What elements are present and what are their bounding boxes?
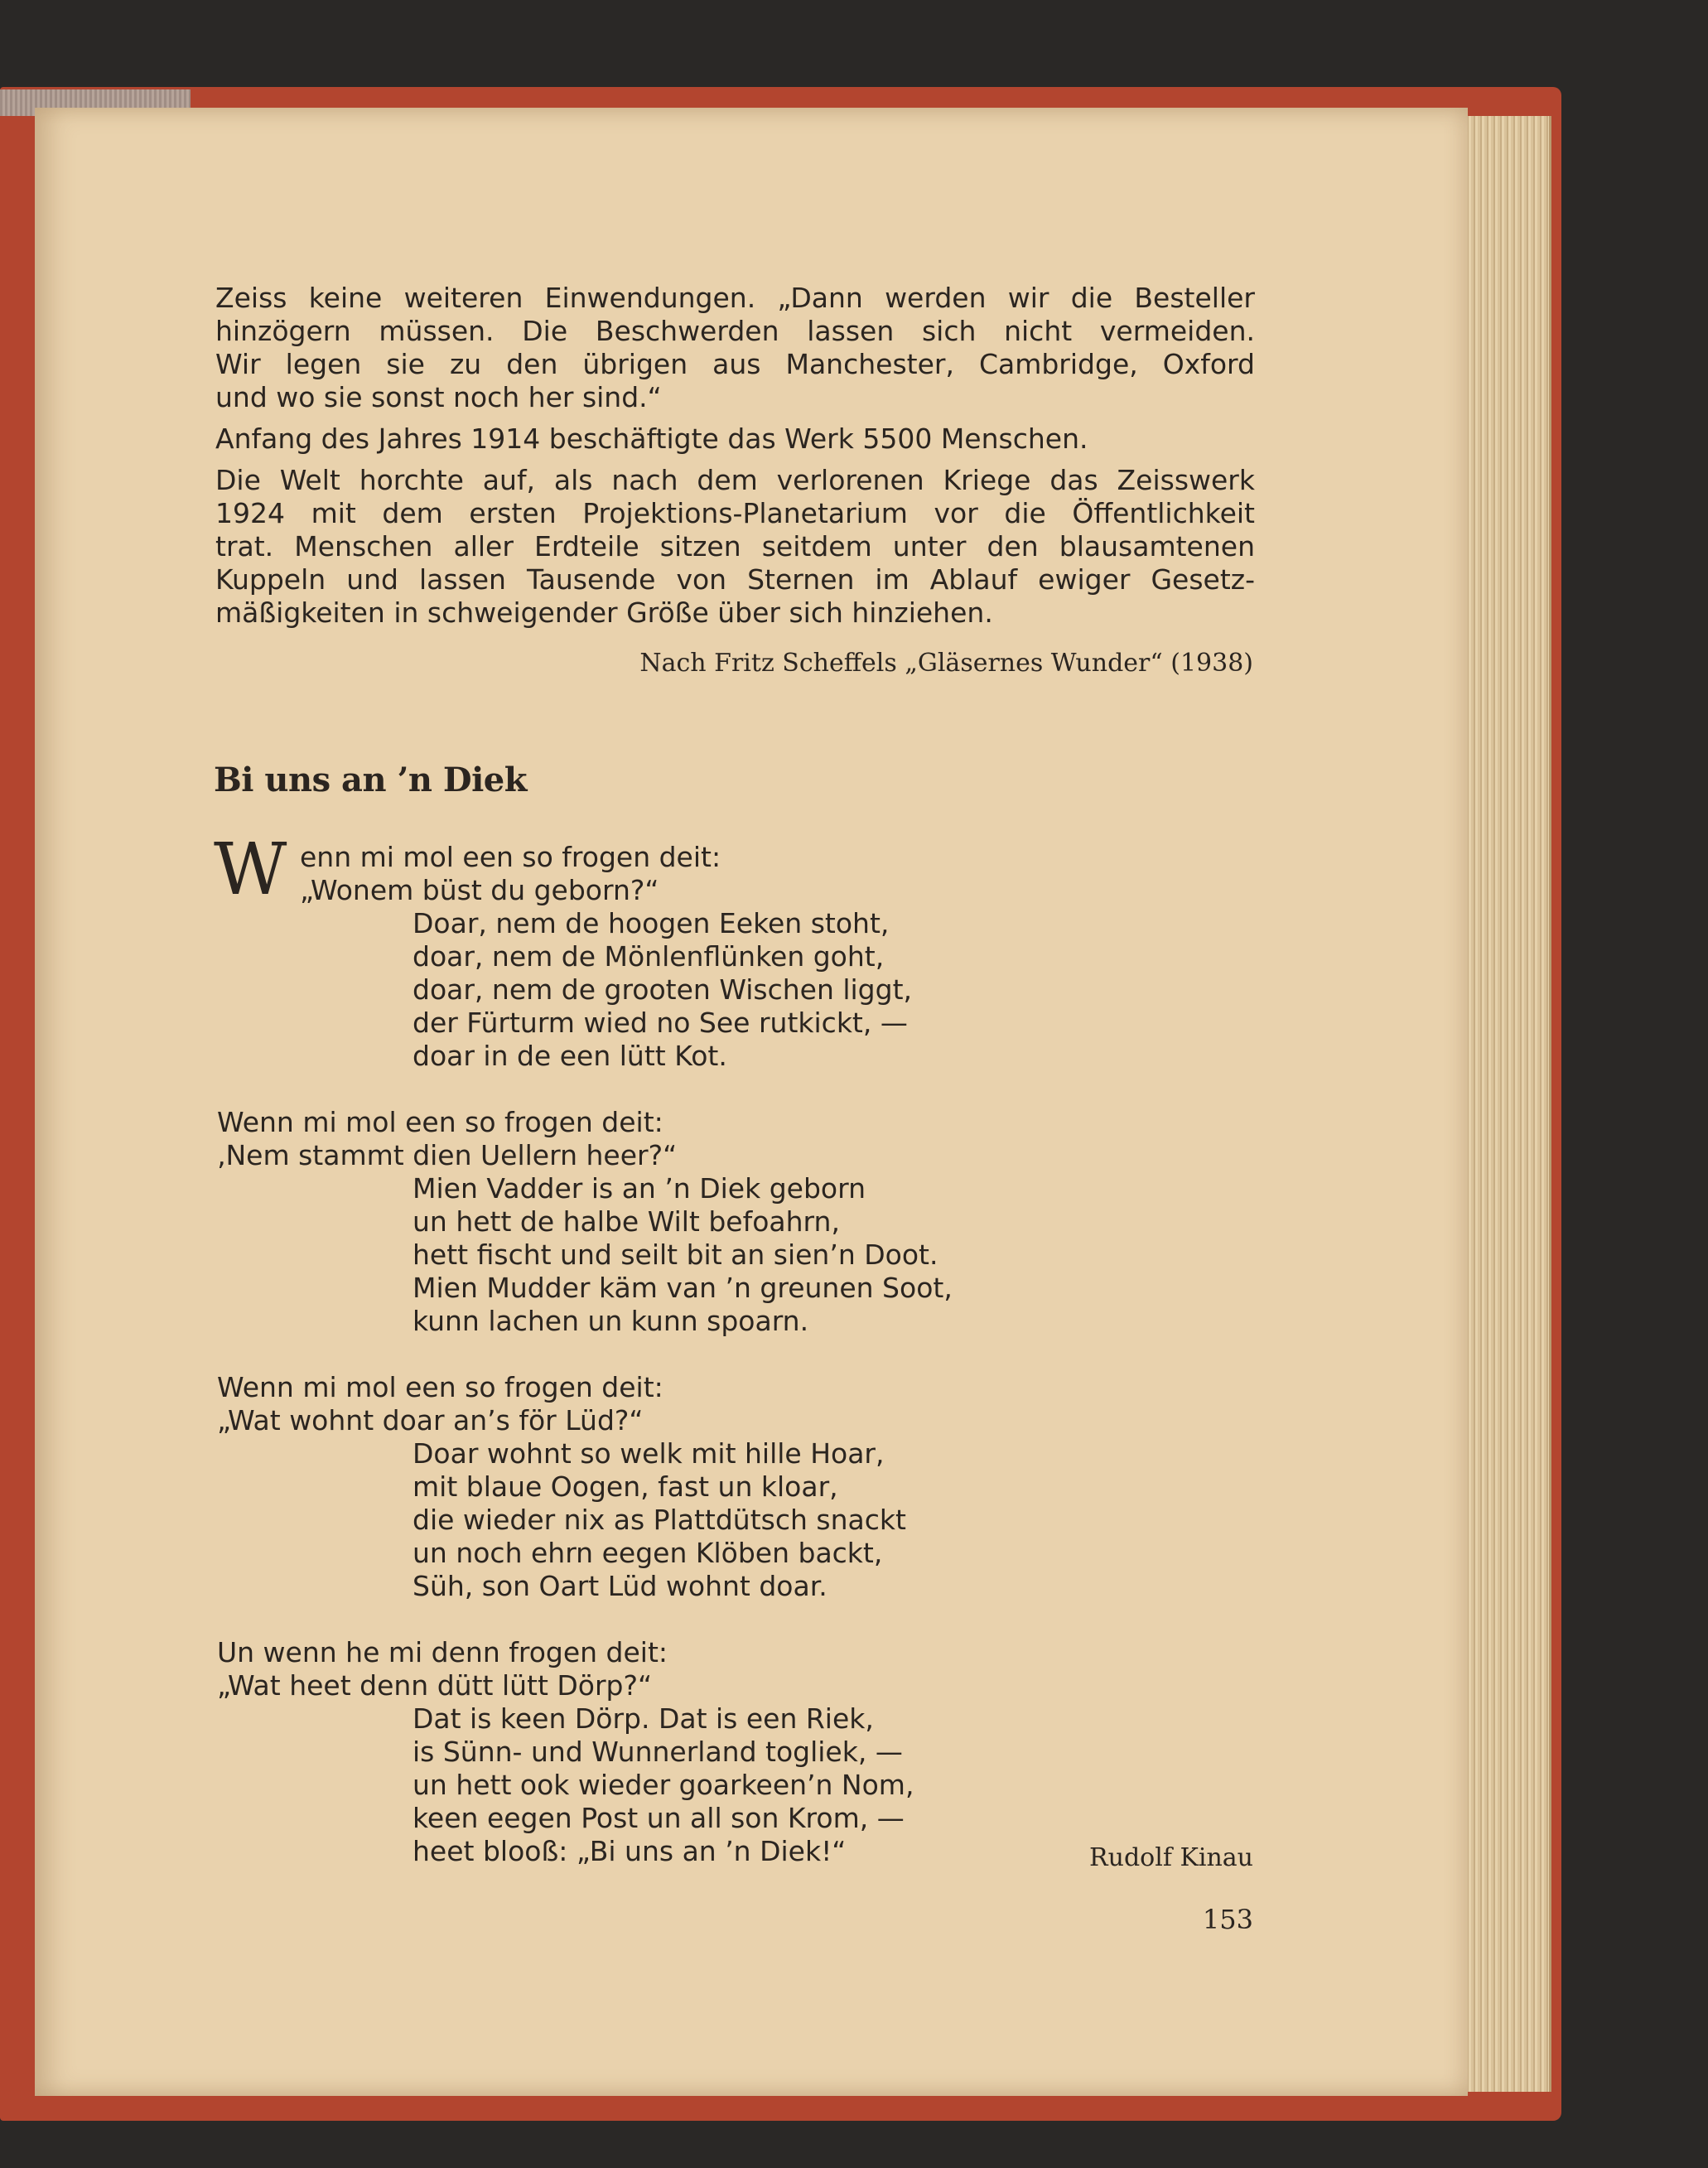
prose-line: 1924 mit dem ersten Projektions-Planetarium vor die Öffentlichkeit [215,497,1255,529]
poem-line: mit blaue Oogen, fast un kloar, [413,1470,838,1503]
poem-line: die wieder nix as Plattdütsch snackt [413,1504,906,1536]
prose-paragraph [215,422,1255,456]
prose-line: Kuppeln und lassen Tausende von Sternen im Ablauf ewiger Gesetz- [215,563,1255,596]
poem-line: Doar wohnt so welk mit hille Hoar, [413,1437,885,1470]
prose-paragraph [215,464,1255,630]
poem-line: un hett de halbe Wilt befoahrn, [413,1205,840,1238]
poem-line: enn mi mol een so frogen deit: [300,841,721,873]
poem-line: Wenn mi mol een so frogen deit: [217,1106,663,1138]
prose-line: hinzögern müssen. Die Beschwerden lassen sich nicht vermeiden. [215,315,1255,347]
prose-line: trat. Menschen aller Erdteile sitzen seitdem unter den blausamtenen [215,530,1255,563]
poem-line: „Wonem büst du geborn?“ [300,874,659,906]
page-edges [1458,116,1551,2092]
poem [214,828,953,1901]
prose-line: Die Welt horchte auf, als nach dem verlorenen Kriege das Zeisswerk [215,464,1255,496]
prose-line: Zeiss keine weiteren Einwendungen. „Dann werden wir die Besteller [215,282,1255,314]
prose-paragraph [215,282,1255,414]
poem-line: Mien Vadder is an ’n Diek geborn [413,1172,866,1205]
poem-stanza [217,1636,953,1868]
poem-stanza [217,1371,953,1603]
poem-line: doar, nem de grooten Wischen liggt, [413,973,913,1006]
poem-line: der Fürturm wied no See rutkickt, — [413,1007,908,1039]
poem-line: is Sünn- und Wunnerland togliek, — [413,1736,903,1768]
poem-line: doar, nem de Mönlenflünken goht, [413,940,885,973]
drop-cap: W [214,828,287,911]
poem-line: un hett ook wieder goarkeen’n Nom, [413,1769,914,1801]
prose-line: mäßigkeiten in schweigender Größe über sich hinziehen. [215,596,993,629]
prose-line: und wo sie sonst noch her sind.“ [215,381,662,413]
page-number: 153 [1202,1904,1253,1935]
poem-line: Doar, nem de hoogen Eeken stoht, [413,907,890,939]
poem-line: un noch ehrn eegen Klöben backt, [413,1537,883,1569]
poem-line: hett fischt und seilt bit an sien’n Doot. [413,1239,938,1271]
poem-stanza [217,1106,953,1338]
poem-line: Dat is keen Dörp. Dat is een Riek, [413,1702,874,1735]
prose-block [215,282,1255,638]
poem-line: Un wenn he mi denn frogen deit: [217,1636,668,1668]
poem-line: „Wat heet denn dütt lütt Dörp?“ [217,1669,653,1702]
source-citation: Nach Fritz Scheffels „Gläsernes Wunder“ (1938) [639,649,1253,678]
poem-line: heet blooß: „Bi uns an ’n Diek!“ [413,1835,847,1867]
poem-line: Süh, son Oart Lüd wohnt doar. [413,1570,827,1602]
poem-line: keen eegen Post un all son Krom, — [413,1802,905,1834]
poem-line: Wenn mi mol een so frogen deit: [217,1371,663,1403]
poem-stanza [214,828,953,1073]
poem-line: Mien Mudder käm van ’n greunen Soot, [413,1272,953,1304]
poem-line: kunn lachen un kunn spoarn. [413,1305,809,1337]
poem-line: ‚Nem stammt dien Uellern heer?“ [217,1139,678,1171]
prose-line: Wir legen sie zu den übrigen aus Manchester, Cambridge, Oxford [215,348,1255,380]
poem-line: doar in de een lütt Kot. [413,1040,727,1072]
poem-author: Rudolf Kinau [1089,1843,1253,1872]
poem-title: Bi uns an ’n Diek [214,760,527,799]
prose-line: Anfang des Jahres 1914 beschäftigte das Werk 5500 Menschen. [215,422,1088,455]
poem-line: „Wat wohnt doar an’s för Lüd?“ [217,1404,644,1436]
